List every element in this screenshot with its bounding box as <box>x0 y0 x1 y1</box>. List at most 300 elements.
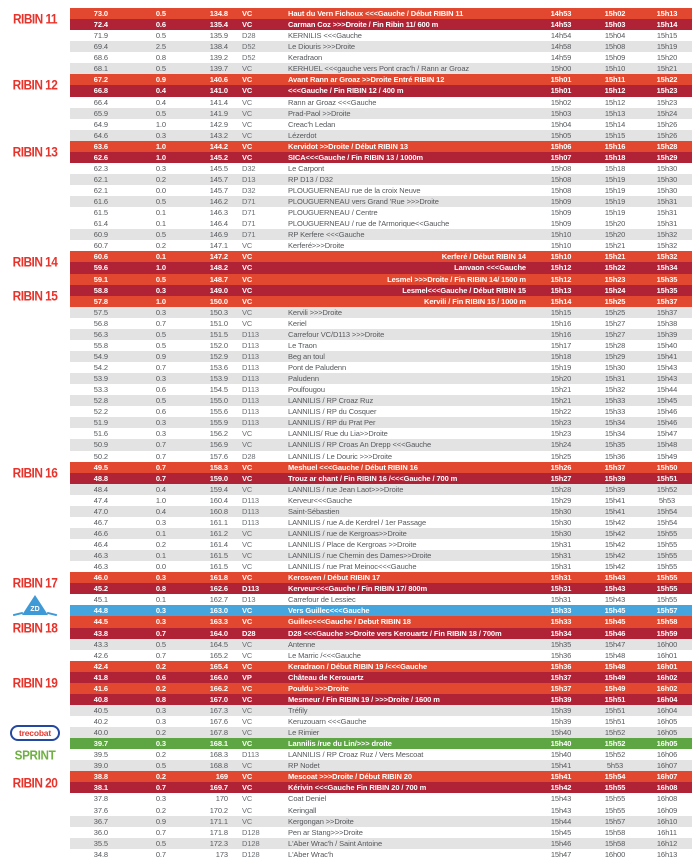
table-row <box>70 661 692 672</box>
cell-horaire-1: 15h46 <box>550 838 572 848</box>
cell-horaire-1: 15h36 <box>550 661 572 671</box>
cell-km-partiel: 0.5 <box>155 396 166 406</box>
cell-horaire-1: 15h07 <box>550 152 572 162</box>
cell-km-partiel: 1.0 <box>155 263 166 273</box>
cell-km-partiel: 0.1 <box>155 219 166 229</box>
cell-route: D113 <box>242 407 259 417</box>
cell-horaire-2: 15h48 <box>604 650 626 660</box>
cell-horaire-1: 15h34 <box>550 628 572 638</box>
cell-horaire-1: 15h43 <box>550 794 572 804</box>
cell-horaire-1: 15h43 <box>550 805 572 815</box>
cell-horaire-3: 15h50 <box>656 462 678 472</box>
cell-horaire-1: 15h31 <box>550 595 572 605</box>
cell-km-restant: 59.1 <box>93 274 108 284</box>
cell-horaire-3: 15h19 <box>656 42 678 52</box>
cell-description: Château de Kerouartz <box>288 672 364 682</box>
cell-km-restant: 62.3 <box>93 163 108 173</box>
cell-route: D32 <box>242 163 256 173</box>
cell-km-restant: 40.0 <box>93 728 108 738</box>
table-row <box>70 495 692 506</box>
cell-km-partiel: 0.7 <box>155 473 166 483</box>
cell-route: D28 <box>242 628 256 638</box>
cell-description: Pont de Paludenn <box>288 363 347 373</box>
cell-horaire-1: 15h08 <box>550 186 572 196</box>
cell-km-partiel: 0.3 <box>155 163 166 173</box>
cell-km-total: 146.4 <box>209 219 228 229</box>
cell-km-restant: 53.3 <box>93 385 108 395</box>
table-row <box>70 805 692 816</box>
cell-horaire-3: 15h30 <box>656 174 678 184</box>
cell-horaire-1: 15h30 <box>550 506 572 516</box>
cell-km-restant: 50.9 <box>93 440 108 450</box>
cell-horaire-1: 15h40 <box>550 750 572 760</box>
table-row <box>70 539 692 550</box>
cell-km-total: 169.7 <box>209 783 228 793</box>
cell-km-partiel: 0.1 <box>155 252 166 262</box>
cell-horaire-2: 15h57 <box>604 816 626 826</box>
cell-km-partiel: 0.2 <box>155 772 166 782</box>
cell-route: VC <box>242 617 253 627</box>
cell-route: VC <box>242 484 253 494</box>
cell-route: VC <box>242 639 253 649</box>
cell-horaire-2: 15h28 <box>604 340 626 350</box>
cell-description: LANNILIS / rue Jean Laot>>>Droite <box>288 484 404 494</box>
table-row <box>70 428 692 439</box>
cell-description: Kerosven / Début RIBIN 17 <box>288 573 381 583</box>
cell-km-restant: 63.6 <box>93 141 108 151</box>
cell-horaire-1: 15h42 <box>550 783 572 793</box>
cell-horaire-3: 15h43 <box>656 363 678 373</box>
cell-km-restant: 61.5 <box>93 208 108 218</box>
cell-description: Vers Guillec<<<Gauche <box>288 606 370 616</box>
cell-route: VC <box>242 606 253 616</box>
cell-horaire-3: 15h31 <box>656 219 678 229</box>
cell-km-total: 142.9 <box>209 119 228 129</box>
table-row <box>70 119 692 130</box>
cell-km-total: 139.2 <box>209 53 228 63</box>
cell-route: VC <box>242 130 253 140</box>
cell-route: VC <box>242 274 253 284</box>
cell-horaire-2: 15h42 <box>604 517 626 527</box>
cell-horaire-2: 15h51 <box>604 717 626 727</box>
cell-horaire-2: 15h43 <box>604 584 626 594</box>
table-row <box>70 251 692 262</box>
cell-horaire-1: 15h39 <box>550 705 572 715</box>
cell-horaire-1: 15h01 <box>550 86 572 96</box>
table-row <box>70 19 692 30</box>
trecobat-logo-text: trecobat <box>10 725 60 741</box>
table-row <box>70 240 692 251</box>
cell-description: D28 <<<Gauche >>Droite vers Kerouartz / Fin RIBIN 18 / 700m <box>288 628 502 638</box>
cell-horaire-3: 16h02 <box>656 672 678 682</box>
cell-horaire-1: 15h03 <box>550 108 572 118</box>
cell-route: VC <box>242 540 253 550</box>
cell-horaire-2: 15h33 <box>604 407 626 417</box>
cell-km-total: 147.2 <box>209 252 228 262</box>
cell-km-restant: 46.4 <box>93 540 108 550</box>
cell-route: VC <box>242 252 253 262</box>
cell-horaire-1: 15h12 <box>550 274 572 284</box>
cell-km-restant: 48.4 <box>93 484 108 494</box>
cell-horaire-3: 15h23 <box>656 86 678 96</box>
cell-km-partiel: 0.5 <box>155 274 166 284</box>
table-row <box>70 506 692 517</box>
cell-horaire-2: 15h03 <box>604 20 626 30</box>
cell-km-total: 160.4 <box>209 495 228 505</box>
cell-horaire-3: 15h44 <box>656 385 678 395</box>
cell-km-total: 145.7 <box>209 186 228 196</box>
table-row <box>70 760 692 771</box>
cell-horaire-2: 5h53 <box>606 761 624 771</box>
cell-km-partiel: 0.7 <box>155 451 166 461</box>
cell-horaire-3: 15h32 <box>656 252 678 262</box>
cell-horaire-1: 15h45 <box>550 827 572 837</box>
cell-horaire-1: 15h31 <box>550 584 572 594</box>
table-row <box>70 97 692 108</box>
cell-description: Kervili >>>Droite <box>288 307 342 317</box>
cell-horaire-1: 15h35 <box>550 639 572 649</box>
cell-horaire-1: 14h53 <box>550 9 572 19</box>
cell-km-total: 164.5 <box>209 639 228 649</box>
cell-horaire-3: 15h24 <box>656 108 678 118</box>
cell-route: VC <box>242 429 253 439</box>
cell-description: LANNILIS / rue Prat Meinoc<<<Gauche <box>288 562 417 572</box>
cell-km-partiel: 0.5 <box>155 639 166 649</box>
cell-km-restant: 52.2 <box>93 407 108 417</box>
table-row <box>70 373 692 384</box>
cell-km-total: 162.7 <box>209 595 228 605</box>
cell-horaire-1: 15h30 <box>550 517 572 527</box>
cell-horaire-3: 16h05 <box>656 728 678 738</box>
cell-km-partiel: 0.8 <box>155 694 166 704</box>
table-row <box>70 406 692 417</box>
table-row <box>70 473 692 484</box>
cell-km-restant: 56.8 <box>93 318 108 328</box>
cell-km-restant: 56.3 <box>93 329 108 339</box>
cell-km-restant: 62.1 <box>93 174 108 184</box>
cell-horaire-3: 15h51 <box>656 473 678 483</box>
cell-km-restant: 46.3 <box>93 551 108 561</box>
sector-label-ribin-13: RIBIN 13 <box>12 144 58 160</box>
cell-route: VC <box>242 805 253 815</box>
sector-label-ribin-12: RIBIN 12 <box>12 77 58 93</box>
cell-km-total: 167.8 <box>209 728 228 738</box>
cell-km-partiel: 0.7 <box>155 318 166 328</box>
cell-horaire-2: 15h58 <box>604 838 626 848</box>
cell-route: VC <box>242 462 253 472</box>
cell-horaire-1: 15h24 <box>550 440 572 450</box>
cell-km-partiel: 0.7 <box>155 849 166 859</box>
cell-km-partiel: 0.7 <box>155 783 166 793</box>
cell-km-total: 151.0 <box>209 318 228 328</box>
cell-km-partiel: 0.1 <box>155 551 166 561</box>
cell-horaire-1: 15h20 <box>550 374 572 384</box>
table-row <box>70 594 692 605</box>
cell-description: Keradraon / Début RIBIN 19 /<<<Gauche <box>288 661 428 671</box>
cell-horaire-2: 15h52 <box>604 750 626 760</box>
cell-horaire-3: 15h46 <box>656 407 678 417</box>
cell-km-total: 155.9 <box>209 418 228 428</box>
cell-km-partiel: 0.2 <box>155 750 166 760</box>
cell-route: VC <box>242 86 253 96</box>
cell-horaire-2: 15h58 <box>604 827 626 837</box>
cell-horaire-3: 15h31 <box>656 197 678 207</box>
cell-km-restant: 44.5 <box>93 617 108 627</box>
cell-km-partiel: 0.2 <box>155 661 166 671</box>
cell-horaire-2: 15h22 <box>604 263 626 273</box>
cell-horaire-1: 15h10 <box>550 252 572 262</box>
cell-description: LANNILIS / rue Chemin des Dames>>Droite <box>288 551 432 561</box>
cell-km-restant: 47.0 <box>93 506 108 516</box>
cell-km-partiel: 0.9 <box>155 816 166 826</box>
cell-horaire-1: 15h33 <box>550 617 572 627</box>
table-row <box>70 218 692 229</box>
cell-route: VC <box>242 816 253 826</box>
cell-horaire-3: 15h55 <box>656 562 678 572</box>
cell-horaire-3: 15h46 <box>656 418 678 428</box>
cell-horaire-1: 15h31 <box>550 562 572 572</box>
cell-km-partiel: 0.5 <box>155 761 166 771</box>
cell-km-partiel: 0.7 <box>155 650 166 660</box>
cell-description: Saint-Sébastien <box>288 506 340 516</box>
cell-horaire-1: 15h47 <box>550 849 572 859</box>
cell-horaire-2: 15h52 <box>604 739 626 749</box>
table-row <box>70 362 692 373</box>
cell-horaire-3: 15h59 <box>656 628 678 638</box>
cell-horaire-2: 15h35 <box>604 440 626 450</box>
table-row <box>70 550 692 561</box>
cell-horaire-2: 15h37 <box>604 462 626 472</box>
cell-km-restant: 36.7 <box>93 816 108 826</box>
table-row <box>70 583 692 594</box>
cell-km-total: 173 <box>215 849 228 859</box>
cell-horaire-1: 15h14 <box>550 296 572 306</box>
cell-route: VC <box>242 64 253 74</box>
cell-km-total: 145.2 <box>209 152 228 162</box>
cell-horaire-2: 15h21 <box>604 252 626 262</box>
cell-horaire-1: 15h12 <box>550 263 572 273</box>
cell-km-restant: 61.4 <box>93 219 108 229</box>
table-row <box>70 52 692 63</box>
cell-horaire-1: 15h22 <box>550 407 572 417</box>
cell-km-restant: 55.8 <box>93 340 108 350</box>
cell-route: D71 <box>242 219 256 229</box>
cell-horaire-1: 15h29 <box>550 495 572 505</box>
cell-horaire-3: 15h14 <box>656 20 678 30</box>
cell-horaire-3: 15h55 <box>656 595 678 605</box>
cell-description: Lanvaon <<<Gauche <box>454 263 526 273</box>
cell-horaire-1: 15h10 <box>550 230 572 240</box>
cell-km-total: 168.8 <box>209 761 228 771</box>
table-row <box>70 439 692 450</box>
cell-km-total: 148.2 <box>209 263 228 273</box>
cell-description: Keriel <box>288 318 307 328</box>
cell-horaire-3: 15h37 <box>656 307 678 317</box>
table-row <box>70 517 692 528</box>
sector-label-ribin-18: RIBIN 18 <box>12 620 58 636</box>
cell-horaire-1: 15h39 <box>550 717 572 727</box>
cell-route: VC <box>242 705 253 715</box>
table-row <box>70 296 692 307</box>
cell-km-restant: 42.6 <box>93 650 108 660</box>
cell-km-partiel: 0.2 <box>155 241 166 251</box>
cell-km-partiel: 0.5 <box>155 31 166 41</box>
table-row <box>70 185 692 196</box>
cell-km-partiel: 1.0 <box>155 119 166 129</box>
cell-description: Keradraon <box>288 53 323 63</box>
trecobat-sponsor-logo <box>0 725 70 741</box>
cell-horaire-2: 15h16 <box>604 141 626 151</box>
cell-horaire-2: 15h27 <box>604 329 626 339</box>
table-row <box>70 782 692 793</box>
cell-horaire-1: 15h31 <box>550 573 572 583</box>
cell-km-restant: 52.8 <box>93 396 108 406</box>
cell-km-partiel: 0.7 <box>155 363 166 373</box>
cell-horaire-2: 15h42 <box>604 562 626 572</box>
cell-horaire-3: 15h35 <box>656 285 678 295</box>
cell-km-restant: 41.8 <box>93 672 108 682</box>
cell-horaire-3: 15h55 <box>656 528 678 538</box>
cell-horaire-3: 16h06 <box>656 750 678 760</box>
cell-route: D52 <box>242 53 256 63</box>
cell-km-partiel: 2.5 <box>155 42 166 52</box>
table-row <box>70 262 692 273</box>
cell-horaire-2: 15h34 <box>604 418 626 428</box>
cell-km-restant: 49.5 <box>93 462 108 472</box>
cell-km-total: 143.2 <box>209 130 228 140</box>
cell-km-partiel: 0.0 <box>155 186 166 196</box>
cell-km-restant: 34.8 <box>93 849 108 859</box>
cell-route: VC <box>242 761 253 771</box>
cell-km-total: 161.2 <box>209 528 228 538</box>
cell-km-total: 147.1 <box>209 241 228 251</box>
cell-route: VC <box>242 318 253 328</box>
table-row <box>70 318 692 329</box>
cell-km-total: 148.7 <box>209 274 228 284</box>
cell-route: VC <box>242 739 253 749</box>
cell-horaire-3: 16h04 <box>656 694 678 704</box>
cell-route: D113 <box>242 363 259 373</box>
cell-horaire-1: 15h26 <box>550 462 572 472</box>
cell-km-partiel: 0.3 <box>155 739 166 749</box>
cell-horaire-2: 15h45 <box>604 606 626 616</box>
cell-horaire-2: 15h20 <box>604 219 626 229</box>
cell-km-total: 155.0 <box>209 396 228 406</box>
cell-description: Guillec<<<Gauche / Debut RIBIN 18 <box>288 617 411 627</box>
cell-horaire-3: 15h30 <box>656 163 678 173</box>
cell-route: VC <box>242 562 253 572</box>
cell-horaire-3: 15h26 <box>656 119 678 129</box>
sector-label-ribin-14: RIBIN 14 <box>12 254 58 270</box>
sector-label-ribin-17: RIBIN 17 <box>12 575 58 591</box>
cell-km-total: 158.3 <box>209 462 228 472</box>
cell-horaire-2: 15h48 <box>604 661 626 671</box>
cell-km-restant: 39.0 <box>93 761 108 771</box>
cell-km-partiel: 1.0 <box>155 296 166 306</box>
cell-horaire-2: 15h43 <box>604 595 626 605</box>
cell-km-total: 167.0 <box>209 694 228 704</box>
cell-horaire-1: 15h37 <box>550 672 572 682</box>
table-row <box>70 451 692 462</box>
cell-km-partiel: 0.1 <box>155 595 166 605</box>
table-row <box>70 41 692 52</box>
cell-km-total: 170.2 <box>209 805 228 815</box>
cell-km-total: 135.4 <box>209 20 228 30</box>
table-row <box>70 417 692 428</box>
cell-km-total: 160.8 <box>209 506 228 516</box>
cell-km-partiel: 0.7 <box>155 440 166 450</box>
cell-km-partiel: 0.8 <box>155 584 166 594</box>
cell-horaire-3: 16h01 <box>656 650 678 660</box>
cell-horaire-3: 15h39 <box>656 329 678 339</box>
cell-description: Keruzouarn <<<Gauche <box>288 717 367 727</box>
table-row <box>70 152 692 163</box>
cell-horaire-3: 16h12 <box>656 838 678 848</box>
cell-km-total: 146.2 <box>209 197 228 207</box>
cell-horaire-1: 15h37 <box>550 683 572 693</box>
cell-km-total: 161.1 <box>209 517 228 527</box>
cell-km-partiel: 0.7 <box>155 827 166 837</box>
cell-km-total: 152.9 <box>209 351 228 361</box>
table-row <box>70 462 692 473</box>
cell-horaire-2: 15h19 <box>604 174 626 184</box>
cell-km-total: 161.8 <box>209 573 228 583</box>
cell-km-partiel: 1.0 <box>155 152 166 162</box>
cell-description: Rann ar Groaz <<<Gauche <box>288 97 377 107</box>
cell-km-total: 155.6 <box>209 407 228 417</box>
cell-route: VC <box>242 528 253 538</box>
table-row <box>70 329 692 340</box>
cell-horaire-1: 15h05 <box>550 130 572 140</box>
cell-description: KERNILIS <<<Gauche <box>288 31 362 41</box>
cell-horaire-3: 16h09 <box>656 805 678 815</box>
cell-km-restant: 59.6 <box>93 263 108 273</box>
cell-description: LANNILIS / RP du Cosquer <box>288 407 377 417</box>
cell-km-restant: 68.6 <box>93 53 108 63</box>
table-row <box>70 694 692 705</box>
cell-km-partiel: 0.5 <box>155 108 166 118</box>
cell-horaire-2: 15h41 <box>604 506 626 516</box>
cell-km-restant: 51.6 <box>93 429 108 439</box>
cell-horaire-1: 15h31 <box>550 540 572 550</box>
cell-description: Le Diouris >>>Droite <box>288 42 355 52</box>
cell-km-restant: 38.1 <box>93 783 108 793</box>
cell-description: Keringall <box>288 805 317 815</box>
cell-km-partiel: 0.3 <box>155 285 166 295</box>
table-row <box>70 572 692 583</box>
cell-route: D113 <box>242 517 259 527</box>
cell-km-total: 139.7 <box>209 64 228 74</box>
cell-km-restant: 46.3 <box>93 562 108 572</box>
cell-km-partiel: 0.3 <box>155 705 166 715</box>
cell-horaire-1: 14h59 <box>550 53 572 63</box>
cell-horaire-2: 15h41 <box>604 495 626 505</box>
cell-horaire-1: 15h30 <box>550 528 572 538</box>
cell-km-partiel: 0.2 <box>155 683 166 693</box>
cell-km-partiel: 0.3 <box>155 517 166 527</box>
cell-horaire-1: 15h09 <box>550 208 572 218</box>
table-row <box>70 74 692 85</box>
cell-route: VC <box>242 728 253 738</box>
table-row <box>70 207 692 218</box>
cell-horaire-2: 15h04 <box>604 31 626 41</box>
cell-description: LANNILIS / rue de Kergroas>>Droite <box>288 528 407 538</box>
cell-description: Paludenn <box>288 374 319 384</box>
cell-km-restant: 71.9 <box>93 31 108 41</box>
cell-km-total: 145.5 <box>209 163 228 173</box>
cell-horaire-2: 15h14 <box>604 119 626 129</box>
cell-route: VC <box>242 285 253 295</box>
